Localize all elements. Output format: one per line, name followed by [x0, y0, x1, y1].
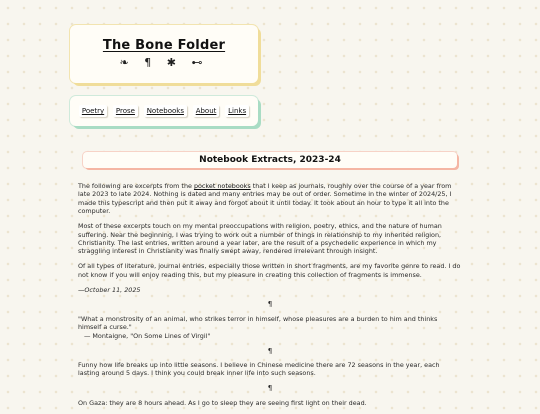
intro-paragraph-1: [78, 182, 462, 216]
pilcrow-separator: ¶: [267, 384, 273, 393]
page-title: Notebook Extracts, 2023-24: [83, 152, 457, 168]
main-nav: [70, 96, 258, 126]
pilcrow-separator: ¶: [267, 346, 273, 355]
nav-link-poetry[interactable]: Poetry: [79, 105, 107, 117]
nav-link-notebooks[interactable]: Notebooks: [144, 105, 187, 117]
nav-link-prose[interactable]: Prose: [113, 105, 138, 117]
site-header: [70, 25, 258, 83]
date-signature: —October 11, 2025: [78, 285, 141, 294]
intro-text: The following are excerpts from the: [78, 182, 194, 190]
article-content: [78, 182, 462, 414]
ornament-icons: ❧ ¶ ✱ ⊷: [119, 56, 209, 69]
entry-montaigne: [78, 315, 462, 340]
entry-gaza: On Gaza: they are 8 hours ahead. As I go to sleep they are seeing first light on their dead.: [78, 398, 367, 407]
site-title[interactable]: The Bone Folder: [102, 38, 226, 53]
entry-quote: "What a monstrosity of an animal, who strikes terror in himself, whose pleasures are a burden to him and thinks himself a curse.": [78, 314, 438, 332]
entry-attribution: — Montaigne, "On Some Lines of Virgil": [84, 331, 211, 340]
entry-seasons: Funny how life breaks up into little seasons. I believe in Chinese medicine there are 72 seasons in the year, each lasting around 5 days. I think you could break inner life into such seasons.: [78, 361, 440, 378]
pilcrow-separator: ¶: [267, 300, 273, 309]
nav-link-about[interactable]: About: [193, 105, 220, 117]
pocket-notebooks-link[interactable]: pocket notebooks: [193, 182, 251, 190]
intro-paragraph-3: Of all types of literature, journal entries, especially those written in short fragments, are my favorite genre to read. I do not know if you will enjoy reading this, but my pleasure in creating this collection of fragments is immense.: [78, 262, 461, 279]
intro-paragraph-2: Most of these excerpts touch on my mental preoccupations with religion, poetry, ethics, and the nature of human suffering. Near the beginning, I was trying to work out a number of things in relationship to my inherited religion, Christianity. The last entries, written around a year later, are the result of a psychedelic experience in which my straggling interest in Christianity was finally swept away, rendered irrelevant through insight.: [78, 222, 442, 256]
intro-text: that I keep as journals, roughly over the course of a year from late 2023 to late 2024. Nothing is dated and many entries may be out of order. Sometime in the winter of 2024/25, I made this typescript and then put it away and forgot about it until today. It took about an hour to type it all into the computer.: [78, 182, 452, 216]
nav-link-links[interactable]: Links: [225, 105, 249, 117]
